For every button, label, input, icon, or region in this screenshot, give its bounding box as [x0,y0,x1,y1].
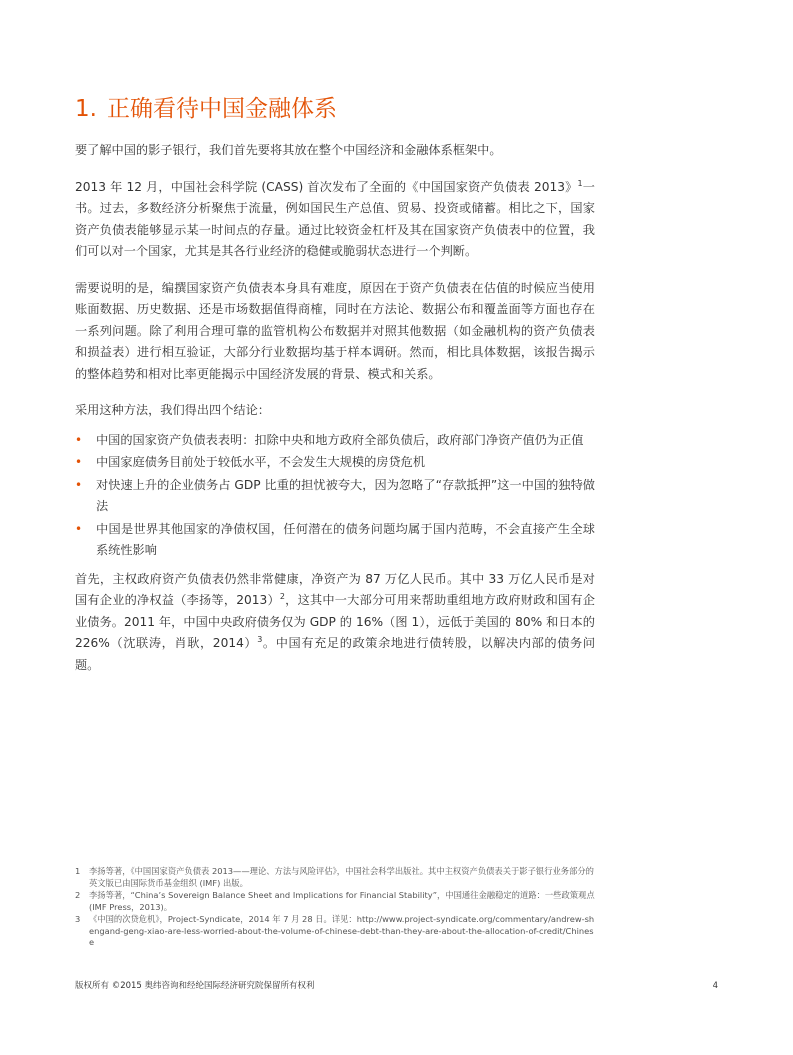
list-item [75,430,595,452]
paragraph-sovereign-text-2: ，这其中一大部分可用来帮助重组地方政府财政和国有企业债务。2011 年，中国中央政府债务仅为 GDP 的 16%（图 1），远低于美国的 80% 和日本的 226%（沈联涛，肖耿，2014） [75,593,595,650]
footnote-ref-1: 1 [577,178,583,188]
paragraph-sovereign-text-1: 首先，主权政府资产负债表仍然非常健康，净资产为 87 万亿人民币。其中 33 万亿人民币是对国有企业的净权益（李扬等，2013） [75,571,595,607]
paragraph-conclusions-intro: 采用这种方法，我们得出四个结论： [75,403,270,417]
section-number: 1. [75,96,97,122]
footnotes [75,866,595,950]
footnote-ref-3: 3 [257,634,263,644]
paragraph-cass-text-1: 2013 年 12 月，中国社会科学院 (CASS) 首次发布了全面的《中国国家资产负债表 2013》 [75,179,578,194]
footnote-text: 李扬等著，“China’s Sovereign Balance Sheet and Implications for Financial Stability”，中国通往金融稳定的道路：一些政策观点 (IMF Press，2013)。 [89,890,595,912]
list-item [75,452,595,474]
copyright-notice: 版权所有 ©2015 奥纬咨询和经纶国际经济研究院保留所有权利 [75,981,315,991]
main-body [75,140,595,691]
list-item-text: 中国的国家资产负债表表明：扣除中央和地方政府全部负债后，政府部门净资产值仍为正值 [96,432,584,447]
paragraph-methodology: 需要说明的是，编撰国家资产负债表本身具有难度，原因在于资产负债表在估值的时候应当使用账面数据、历史数据、还是市场数据值得商榷，同时在方法论、数据公布和覆盖面等方面也存在一系列问题。除了利用合理可靠的监管机构公布数据并对照其他数据（如金融机构的资产负债表和损益表）进行相互验证，大部分行业数据均基于样本调研。然而，相比具体数据，该报告揭示的整体趋势和相对比率更能揭示中国经济发展的背景、模式和关系。 [75,280,595,381]
footnote-item [75,890,595,913]
conclusions-list [75,430,595,562]
paragraph-cass [75,177,595,263]
paragraph-cass-text-2: 一书。过去，多数经济分析聚焦于流量，例如国民生产总值、贸易、投资或储蓄。相比之下，国家资产负债表能够显示某一时间点的存量。通过比较资金杠杆及其在国家资产负债表中的位置，我们可以对一个国家，尤其是其各行业经济的稳健或脆弱状态进行一个判断。 [75,179,595,258]
list-item-text: 中国家庭债务目前处于较低水平，不会发生大规模的房贷危机 [96,455,426,469]
list-item [75,475,595,518]
bullet-icon: • [75,432,83,447]
footnote-text: 李扬等著，《中国国家资产负债表 2013——理论、方法与风险评估》，中国社会科学出版社。其中主权资产负债表关于影子银行业务部分的英文版已由国际货币基金组织 (IMF) 出版。 [89,866,594,888]
section-title: 正确看待中国金融体系 [106,96,337,122]
list-item-text: 中国是世界其他国家的净债权国，任何潜在的债务问题均属于国内范畴，不会直接产生全球系统性影响 [96,521,595,557]
footnote-ref-2: 2 [279,591,285,601]
section-heading [75,93,337,125]
footnote-number: 1 [75,866,81,876]
bullet-icon: • [75,521,83,536]
footnote-text: 《中国的次贷危机》，Project-Syndicate，2014 年 7 月 28 日。详见：http://www.project-syndicate.org/commentary/andrew-shengand-geng-xiao-are-less-worried-about-the-volume-of-chinese-debt-than-they-are-about-the-allocation-of-credit/Chinese [89,914,595,947]
paragraph-sovereign-text-3: 。中国有充足的政策余地进行债转股，以解决内部的债务问题。 [75,636,596,672]
bullet-icon: • [75,455,83,469]
footnote-number: 2 [75,890,81,900]
footnote-item [75,866,595,889]
footnote-item [75,914,595,949]
list-item-text: 对快速上升的企业债务占 GDP 比重的担忧被夸大，因为忽略了“存款抵押”这一中国的独特做法 [96,477,595,513]
intro-paragraph: 要了解中国的影子银行，我们首先要将其放在整个中国经济和金融体系框架中。 [75,143,502,157]
list-item [75,519,595,562]
page-number: 4 [712,981,718,991]
footnote-number: 3 [75,914,81,924]
paragraph-sovereign-balance [75,569,595,677]
bullet-icon: • [75,477,83,492]
